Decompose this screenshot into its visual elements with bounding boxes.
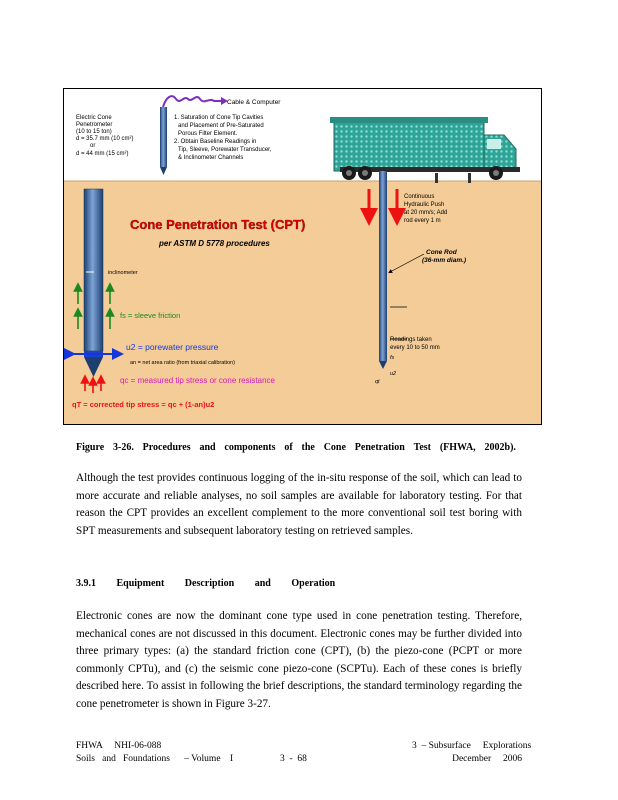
figure-title: Cone Penetration Test (CPT): [130, 217, 306, 232]
sleeve-friction-label: fs = sleeve friction: [120, 311, 181, 320]
figure-subtitle: per ASTM D 5778 procedures: [159, 239, 270, 248]
footer-report-id: FHWA NHI-06-088: [76, 741, 162, 751]
body-paragraph-1: Although the test provides continuous logging of the in-situ response of the soil, which can lead to more accurate and reliable analyses, no soil samples are available for laboratory testing. For that reason the CPT provides an excellent complement to the more conventional soil test boring with SPT measurements and subsequent laboratory testing on retrieved samples.: [76, 472, 522, 537]
caption-word: of: [284, 442, 293, 453]
cpt-figure: [63, 88, 542, 425]
tip-stress-label: qc = measured tip stress or cone resistance: [120, 376, 275, 385]
caption-word: Procedures: [142, 442, 191, 453]
cone-rod-label: Cone Rod (36-mm diam.): [422, 249, 467, 264]
footer-title: Soils and Foundations – Volume I: [76, 754, 234, 764]
depth-u2: u2: [390, 371, 397, 377]
caption-word: Cone: [323, 442, 346, 453]
caption-word: Penetration: [354, 442, 405, 453]
cable-label: Cable & Computer: [227, 99, 281, 106]
porewater-label: u2 = porewater pressure: [126, 342, 219, 352]
body-paragraph-2: Electronic cones are now the dominant cone type used in cone penetration testing. Therefore, mechanical cones are not discussed in this document. Electronic cones may be further divided into three primary types: (a) the standard friction cone (CPT), (b) the piezo-cone (PCPT or more commonly CPTu), and (c) the seismic cone piezo-cone (SCPTu). Each of these cones is briefly described here. To assist in following the brief descriptions, the standard terminology regarding the cone penetrometer is shown in Figure 3-27.: [76, 610, 522, 710]
caption-word: Figure: [76, 442, 105, 453]
net-area-label: an = net area ratio (from triaxial calibration): [130, 360, 236, 366]
footer-right: [412, 740, 532, 766]
footer-chapter: 3 – Subsurface Explorations: [412, 741, 532, 751]
caption-word: and: [199, 442, 216, 453]
caption-word: (FHWA,: [439, 442, 476, 453]
caption-word: Test: [413, 442, 432, 453]
caption-word: 2002b).: [484, 442, 516, 453]
footer-date: December 2006: [452, 754, 522, 764]
depth-fs: fs: [390, 355, 395, 361]
push-note: Continuous Hydraulic Push at 20 mm/s; Add rod every 1 m: [404, 194, 448, 224]
footer-left: [76, 740, 233, 766]
page-number: 3 - 68: [280, 754, 307, 764]
small-cone: [160, 107, 167, 167]
cpt-diagram: [64, 89, 541, 424]
corrected-stress-label: qT = corrected tip stress = qc + (1-an)u2: [72, 400, 215, 409]
figure-caption: [76, 442, 516, 453]
section-heading: 3.9.1 Equipment Description and Operation: [76, 578, 336, 589]
inclinometer-label: inclinometer: [108, 270, 138, 276]
cone-spec: Electric Cone Penetrometer (10 to 15 ton) d = 35.7 mm (10 cm²) or d = 44 mm (15 cm²): [76, 115, 134, 157]
caption-word: 3-26.: [112, 442, 134, 453]
readings-label: Readings taken every 10 to 50 mm: [390, 337, 440, 351]
steps: 1. Saturation of Cone Tip Cavities and Placement of Pre-Saturated Porous Filter Element. 2. Obtain Baseline Readings in Tip, Sleeve, Porewater Transducer, & Inclinometer Channels: [174, 115, 272, 161]
caption-word: the: [301, 442, 315, 453]
caption-word: components: [224, 442, 276, 453]
depth-qt: qt: [375, 379, 380, 385]
